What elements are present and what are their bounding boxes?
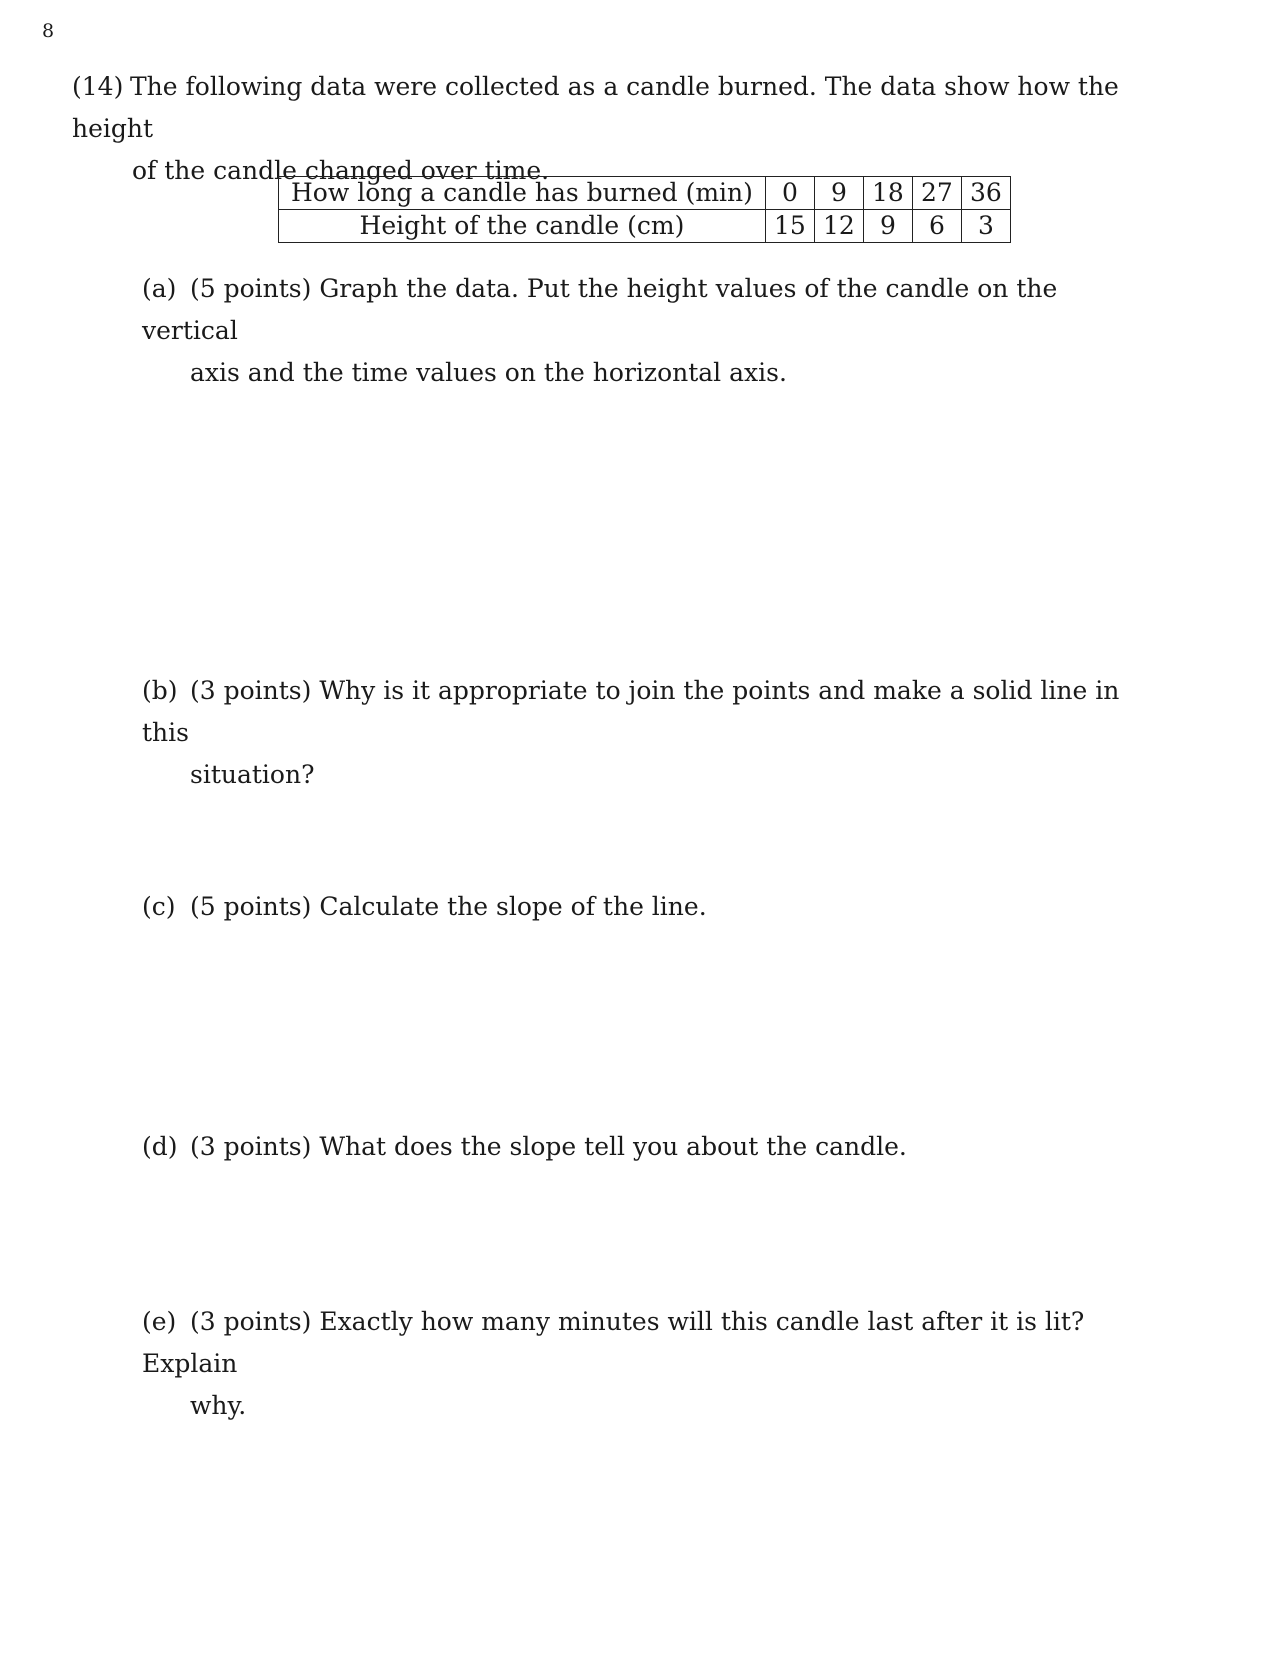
table-cell: 6	[912, 210, 961, 243]
part-a-text-2: axis and the time values on the horizontal axis.	[190, 358, 787, 387]
part-b	[142, 670, 1152, 796]
table-cell: 3	[961, 210, 1010, 243]
part-e-text-1: (3 points) Exactly how many minutes will this candle last after it is lit? Explain	[142, 1307, 1085, 1378]
table-cell: 36	[961, 177, 1010, 210]
table-cell: 9	[814, 177, 863, 210]
table-cell: 12	[814, 210, 863, 243]
table-cell: 9	[863, 210, 912, 243]
table-cell: 18	[863, 177, 912, 210]
part-d-label: (d)	[142, 1132, 178, 1161]
table-cell: 15	[765, 210, 814, 243]
row-label-time: How long a candle has burned (min)	[279, 177, 766, 210]
part-d-line-1	[142, 1126, 1152, 1168]
row-label-height: Height of the candle (cm)	[279, 210, 766, 243]
part-b-text-1: (3 points) Why is it appropriate to join the points and make a solid line in this	[142, 676, 1120, 747]
part-c-line-1	[142, 886, 1152, 928]
part-b-label: (b)	[142, 676, 178, 705]
table-row-height	[279, 210, 1011, 243]
part-c-label: (c)	[142, 892, 176, 921]
problem-text-1: The following data were collected as a candle burned. The data show how the height	[72, 72, 1119, 143]
part-e	[142, 1301, 1152, 1427]
problem-line-1	[72, 66, 1152, 150]
part-a-label: (a)	[142, 274, 177, 303]
data-table	[278, 176, 1011, 243]
problem-statement	[72, 66, 1152, 192]
table-cell: 0	[765, 177, 814, 210]
part-d	[142, 1126, 1152, 1168]
part-a	[142, 268, 1152, 394]
problem-text-2: of the candle changed over time.	[132, 156, 550, 185]
page-number: 8	[42, 20, 55, 42]
part-e-label: (e)	[142, 1307, 177, 1336]
part-e-line-1	[142, 1301, 1152, 1385]
table-cell: 27	[912, 177, 961, 210]
problem-number: (14)	[72, 72, 124, 101]
part-d-text-1: (3 points) What does the slope tell you about the candle.	[190, 1132, 907, 1161]
part-b-text-2: situation?	[190, 760, 315, 789]
part-e-text-2: why.	[190, 1391, 247, 1420]
part-a-text-1: (5 points) Graph the data. Put the height values of the candle on the vertical	[142, 274, 1058, 345]
part-a-line-1	[142, 268, 1152, 352]
part-c	[142, 886, 1152, 928]
part-b-line-1	[142, 670, 1152, 754]
table-row-time	[279, 177, 1011, 210]
part-c-text-1: (5 points) Calculate the slope of the line.	[190, 892, 707, 921]
